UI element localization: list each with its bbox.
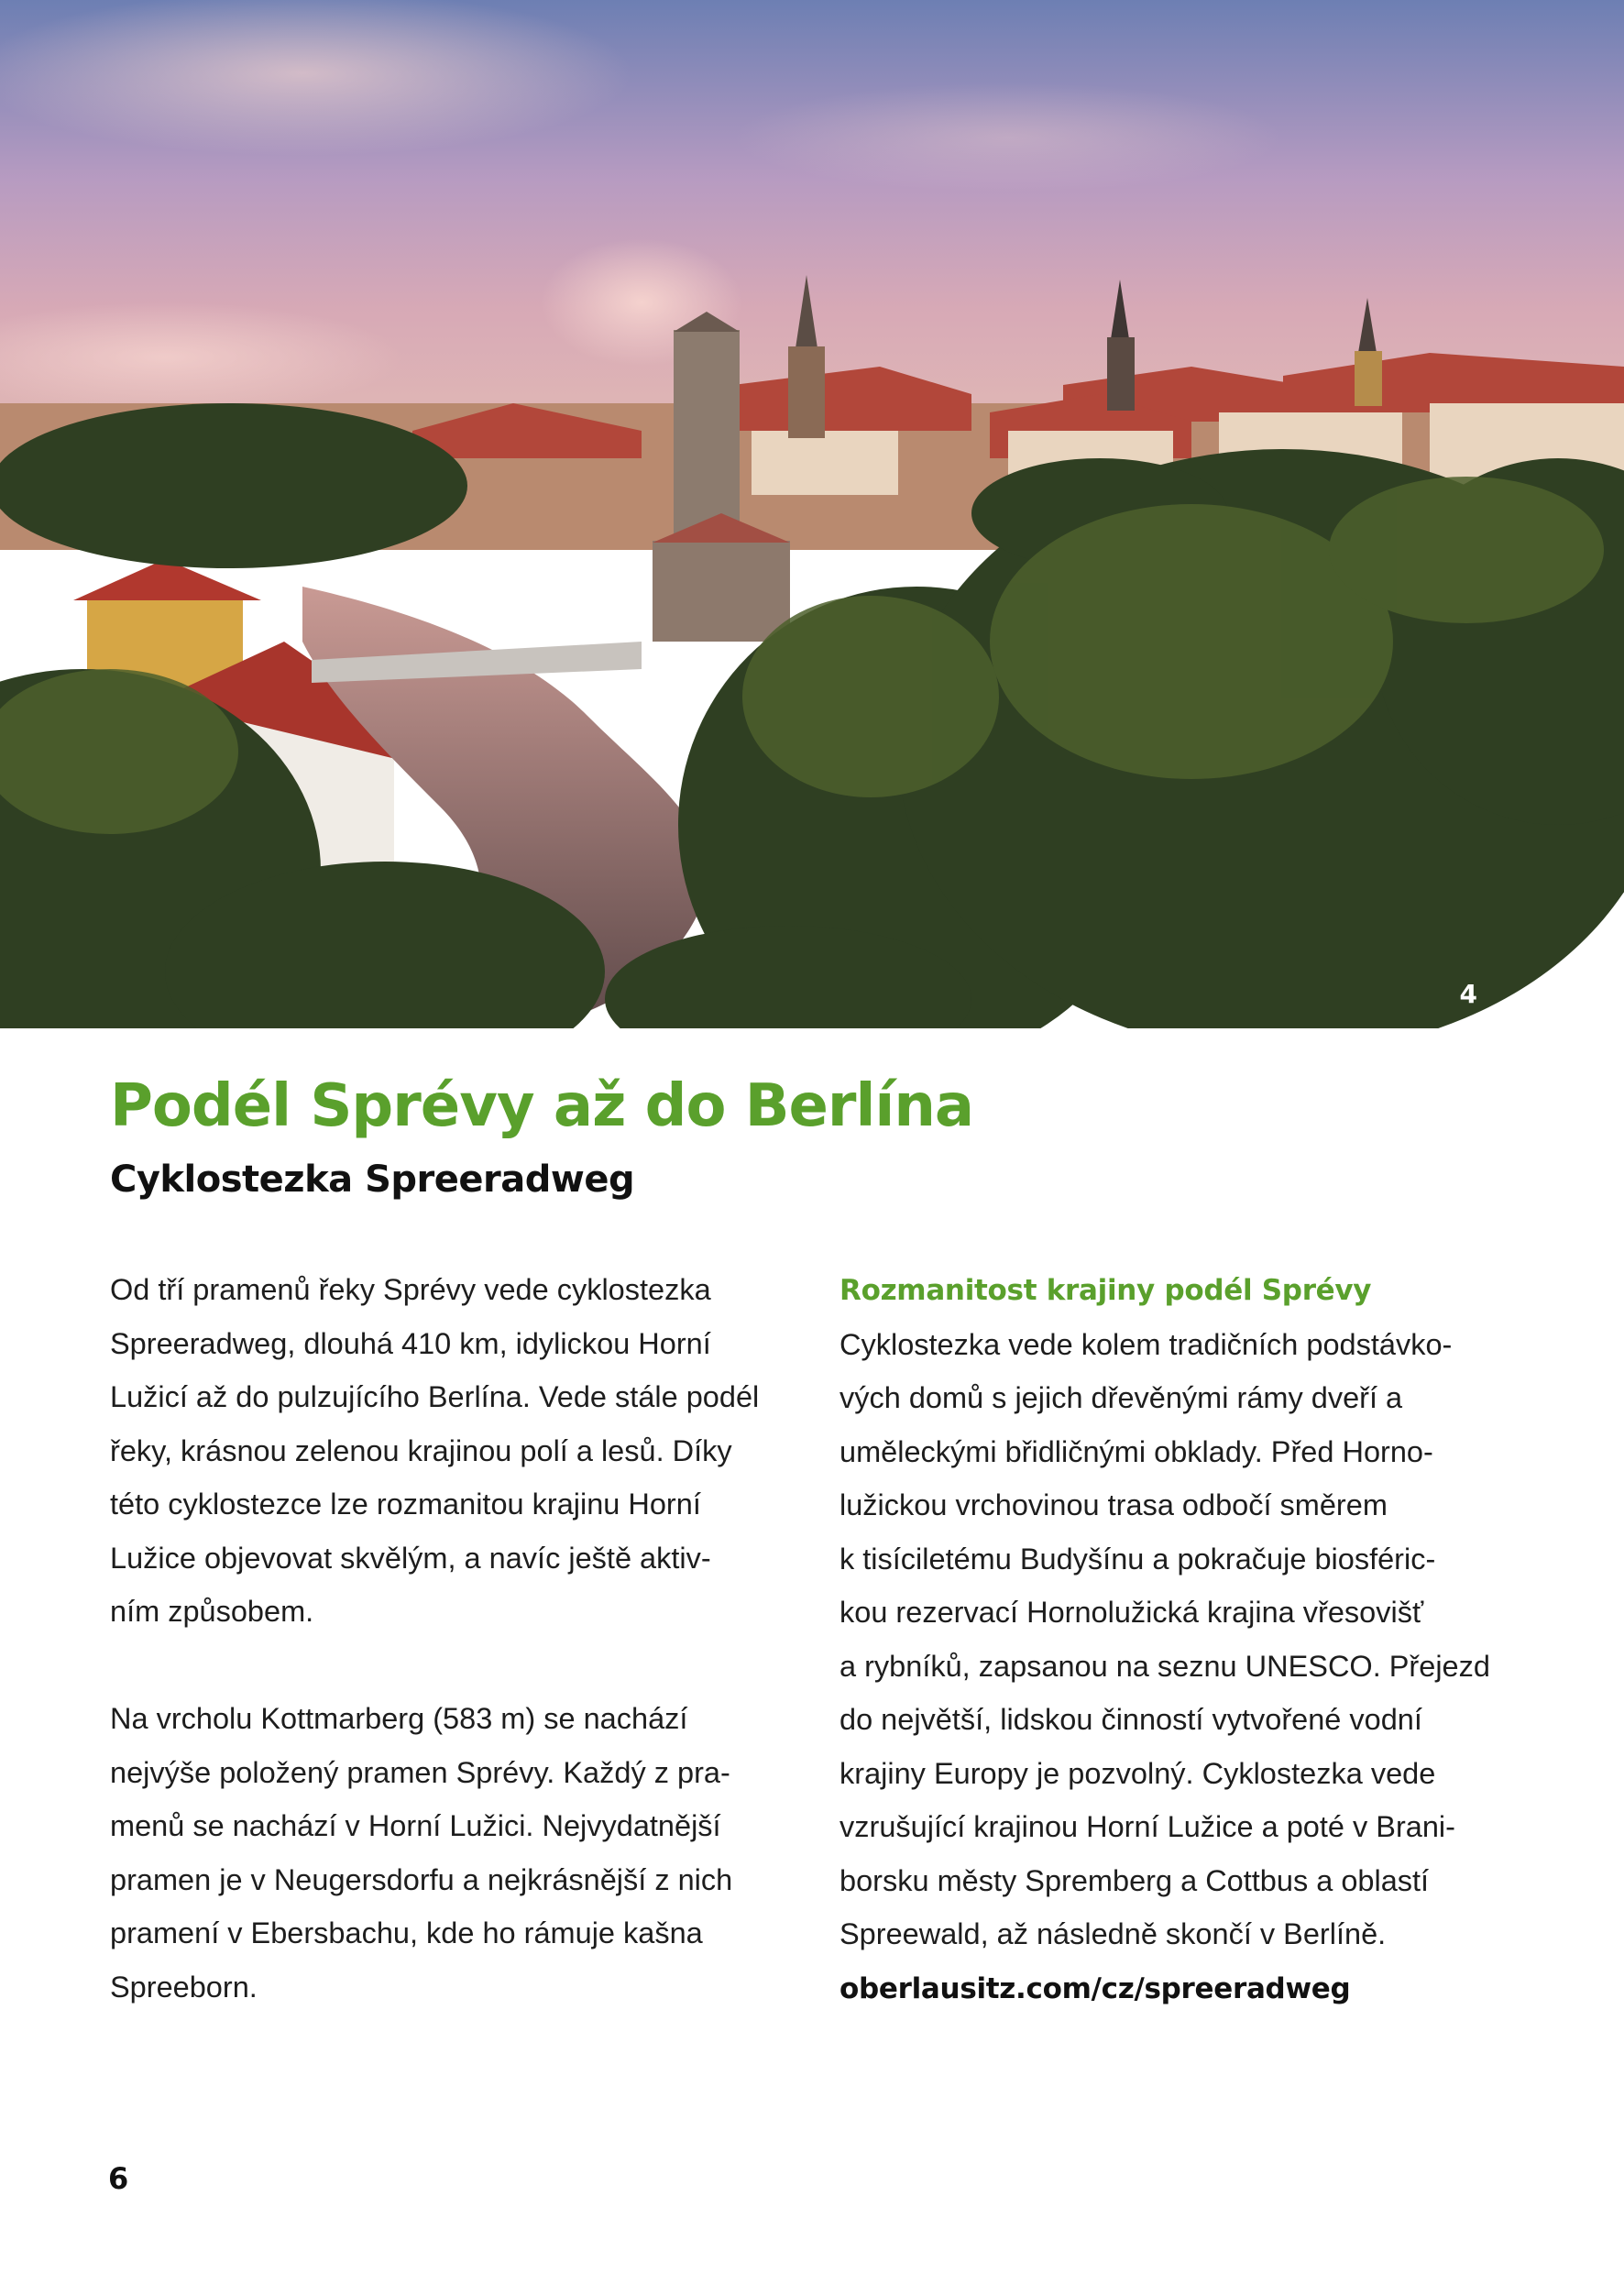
text-line: Lužice objevovat skvělým, a navíc ještě aktiv- <box>110 1541 711 1575</box>
paragraph-gap <box>110 1639 788 1693</box>
text-line: krajiny Europy je pozvolný. Cyklostezka vede <box>839 1756 1436 1790</box>
text-line: Spreewald, až následně skončí v Berlíně. <box>839 1917 1387 1950</box>
text-line: Lužicí až do pulzujícího Berlína. Vede stále podél <box>110 1380 760 1413</box>
left-paragraph-1 <box>110 1263 788 1639</box>
text-line: kou rezervací Hornolužická krajina vřesovišť <box>839 1596 1424 1629</box>
left-paragraph-2 <box>110 1692 788 2014</box>
text-line: Od tří pramenů řeky Sprévy vede cyklostezka <box>110 1273 711 1306</box>
text-line: Spreeborn. <box>110 1970 258 2004</box>
text-line: Spreeradweg, dlouhá 410 km, idylickou Horní <box>110 1326 711 1360</box>
right-column <box>839 1263 1532 2015</box>
text-line: borsku městy Spremberg a Cottbus a oblastí <box>839 1863 1430 1897</box>
text-line: pramen je v Neugersdorfu a nejkrásnější z nich <box>110 1862 733 1896</box>
right-section <box>839 1263 1532 2015</box>
text-line: lužickou vrchovinou trasa odbočí směrem <box>839 1488 1388 1521</box>
text-line: vzrušující krajinou Horní Lužice a poté v Brani- <box>839 1810 1455 1843</box>
page-subtitle: Cyklostezka Spreeradweg <box>110 1158 635 1201</box>
town-landscape-illustration <box>0 0 1624 1028</box>
text-line: uměleckými břidličnými obklady. Před Horno- <box>839 1434 1433 1468</box>
text-line: menů se nachází v Horní Lužici. Nejvydatnější <box>110 1809 721 1842</box>
text-line: řeky, krásnou zelenou krajinou polí a lesů. Díky <box>110 1433 732 1467</box>
text-line: ním způsobem. <box>110 1595 314 1628</box>
text-line: k tisíciletému Budyšínu a pokračuje biosféric- <box>839 1542 1436 1576</box>
page-number: 6 <box>108 2161 129 2196</box>
hero-photo <box>0 0 1624 1028</box>
page-title: Podél Sprévy až do Berlína <box>110 1072 974 1140</box>
text-line: vých domů s jejich dřevěnými rámy dveří a <box>839 1381 1403 1414</box>
text-line: pramení v Ebersbachu, kde ho rámuje kašna <box>110 1916 703 1949</box>
text-line: nejvýše položený pramen Sprévy. Každý z pra- <box>110 1755 730 1789</box>
left-column <box>110 1263 788 2014</box>
text-line: Cyklostezka vede kolem tradičních podstávko- <box>839 1327 1453 1361</box>
text-line: Na vrcholu Kottmarberg (583 m) se nachází <box>110 1702 688 1735</box>
section-heading: Rozmanitost krajiny podél Sprévy <box>839 1274 1372 1307</box>
text-line: do největší, lidskou činností vytvořené vodní <box>839 1703 1422 1736</box>
text-line: a rybníků, zapsanou na seznu UNESCO. Přejezd <box>839 1649 1490 1683</box>
photo-credit-number: 4 <box>1459 979 1477 1009</box>
website-link[interactable]: oberlausitz.com/cz/spreeradweg <box>839 1971 1351 2005</box>
text-line: této cyklostezce lze rozmanitou krajinu Horní <box>110 1488 701 1521</box>
